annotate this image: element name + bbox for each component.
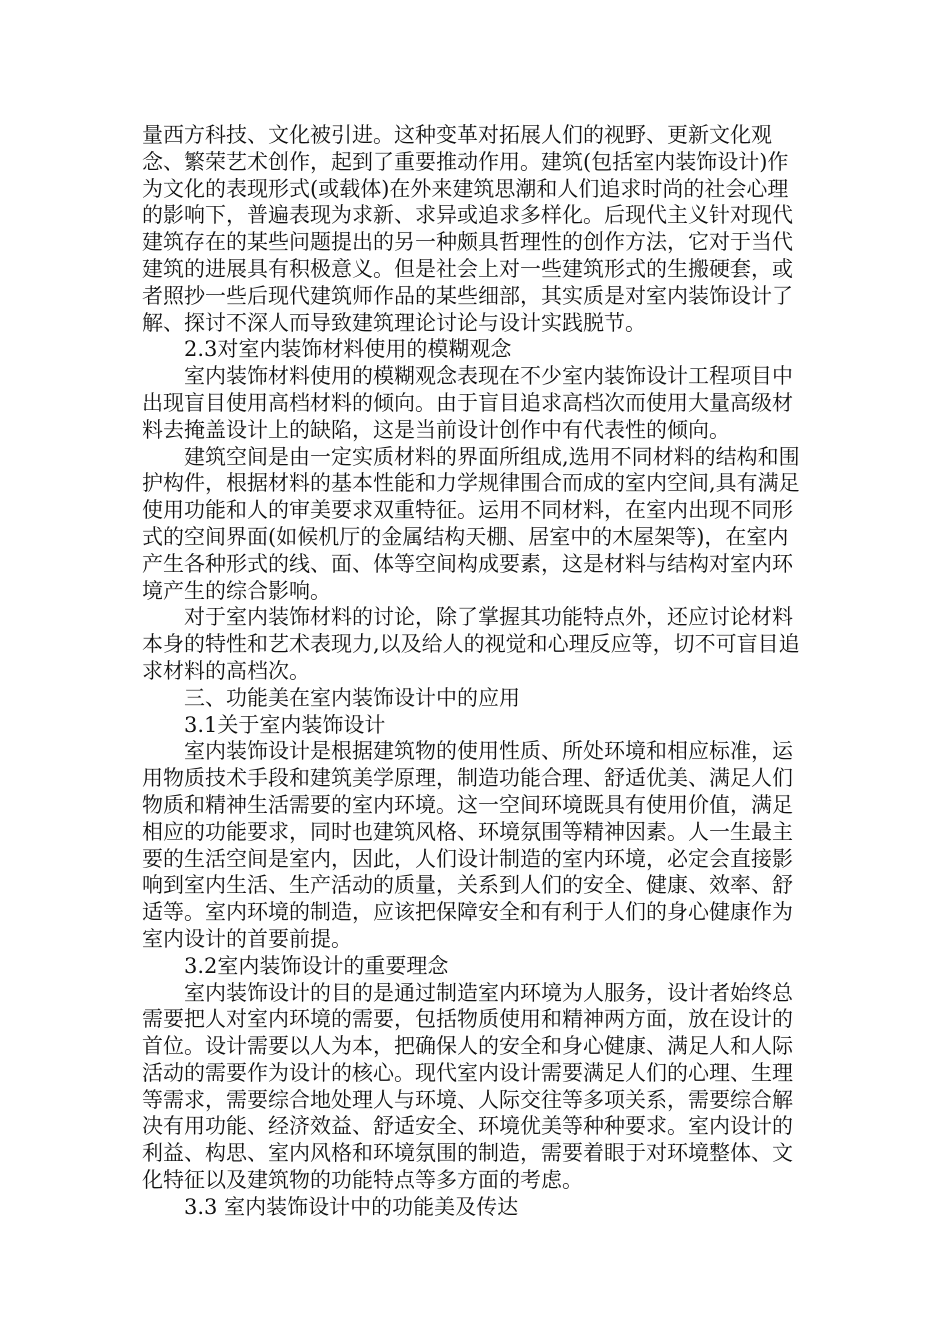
section-heading-3-1: 3.1关于室内装饰设计 [184, 712, 386, 737]
paragraph: 室内装饰设计的目的是通过制造室内环境为人服务，设计者始终总需要把人对室内环境的需要，包括物质使用和精神两方面，放在设计的首位。设计需要以人为本，把确保人的安全和身心健康、满足人和人际活动的需要作为设计的核心。现代室内设计需要满足人们的心理、生理等需求，需要综合地处理人与环境、人际交往等多项关系，需要综合解决有用功能、经济效益、舒适安全、环境优美等种种要求。室内设计的利益、构思、室内风格和环境氛围的制造，需要着眼于对环境整体、文化特征以及建筑物的功能特点等多方面的考虑。 [142, 980, 793, 1193]
section-heading-3-2: 3.2室内装饰设计的重要理念 [184, 953, 449, 978]
paragraph: 对于室内装饰材料的讨论，除了掌握其功能特点外，还应讨论材料本身的特性和艺术表现力,以及给人的视觉和心理反应等，切不可盲目追求材料的高档次。 [142, 605, 800, 683]
section-heading-2-3: 2.3对室内装饰材料使用的模糊观念 [184, 337, 512, 362]
paragraph: 建筑空间是由一定实质材料的界面所组成,选用不同材料的结构和围护构件，根据材料的基本性能和力学规律围合而成的室内空间,具有满足使用功能和人的审美要求双重特征。运用不同材料，在室内出现不同形式的空间界面(如候机厅的金属结构天棚、居室中的木屋架等)，在室内产生各种形式的线、面、体等空间构成要素，这是材料与结构对室内环境产生的综合影响。 [142, 444, 800, 603]
document-body [142, 122, 808, 1221]
paragraph-continuation: 量西方科技、文化被引进。这种变革对拓展人们的视野、更新文化观念、繁荣艺术创作，起到了重要推动作用。建筑(包括室内装饰设计)作为文化的表现形式(或载体)在外来建筑思潮和人们追求时尚的社会心理的影响下，普遍表现为求新、求异或追求多样化。后现代主义针对现代建筑存在的某些问题提出的另一种颇具哲理性的创作方法，它对于当代建筑的进展具有积极意义。但是社会上对一些建筑形式的生搬硬套，或者照抄一些后现代建筑师作品的某些细部，其实质是对室内装饰设计了解、探讨不深人而导致建筑理论讨论与设计实践脱节。 [142, 123, 793, 335]
paragraph: 室内装饰设计是根据建筑物的使用性质、所处环境和相应标准，运用物质技术手段和建筑美学原理，制造功能合理、舒适优美、满足人们物质和精神生活需要的室内环境。这一空间环境既具有使用价值，满足相应的功能要求，同时也建筑风格、环境氛围等精神因素。人一生最主要的生活空间是室内，因此，人们设计制造的室内环境，必定会直接影响到室内生活、生产活动的质量，关系到人们的安全、健康、效率、舒适等。室内环境的制造，应该把保障安全和有利于人们的身心健康作为室内设计的首要前提。 [142, 739, 793, 951]
section-heading-3-3: 3.3 室内装饰设计中的功能美及传达 [184, 1194, 519, 1219]
chapter-heading-3: 三、功能美在室内装饰设计中的应用 [184, 685, 520, 710]
paragraph: 室内装饰材料使用的模糊观念表现在不少室内装饰设计工程项目中出现盲目使用高档材料的倾向。由于盲目追求高档次而使用大量高级材料去掩盖设计上的缺陷，这是当前设计创作中有代表性的倾向。 [142, 364, 793, 442]
